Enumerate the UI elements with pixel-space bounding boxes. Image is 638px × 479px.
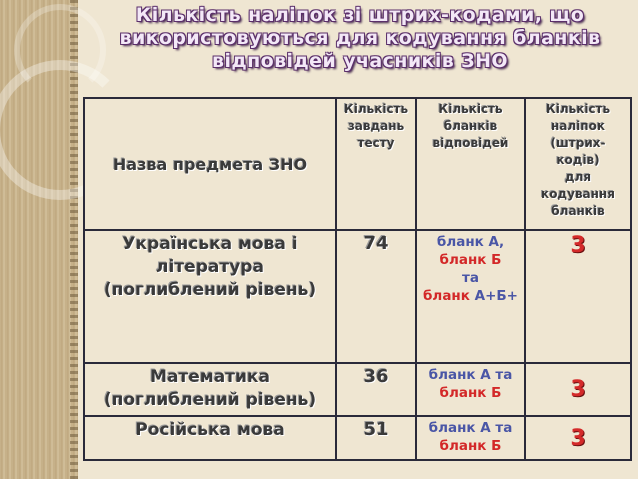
header-text-line: відповідей xyxy=(432,136,509,150)
header-text-line: завдань xyxy=(347,119,405,133)
barcode-stickers-table xyxy=(83,97,632,461)
title-line: використовуються для кодування бланків xyxy=(119,27,601,49)
tasks-count xyxy=(336,230,416,363)
header-text-line: Кількість xyxy=(343,102,409,116)
table-row xyxy=(84,416,631,460)
tasks-count xyxy=(336,363,416,416)
form-line xyxy=(420,287,521,305)
subject-line: Українська мова і xyxy=(122,234,298,254)
header-text-line: бланків xyxy=(551,204,605,218)
header-text-line: тесту xyxy=(357,136,395,150)
form-line: бланк Б xyxy=(439,385,502,401)
subject-line: Математика xyxy=(150,367,270,387)
tasks-count xyxy=(336,416,416,460)
header-stickers xyxy=(525,98,631,230)
stickers-cell xyxy=(525,363,631,416)
form-line: бланк А, xyxy=(436,234,505,250)
header-tasks xyxy=(336,98,416,230)
subject-line: (поглиблений рівень) xyxy=(103,390,317,410)
table-header-row xyxy=(84,98,631,230)
title-line: відповідей учасників ЗНО xyxy=(212,50,508,72)
subject-cell xyxy=(84,416,336,460)
title-line: Кількість наліпок зі штрих-кодами, що xyxy=(135,4,585,26)
forms-cell xyxy=(416,416,525,460)
stickers-cell xyxy=(525,416,631,460)
header-forms xyxy=(416,98,525,230)
stickers-cell xyxy=(525,230,631,363)
header-subject-label: Назва предмета ЗНО xyxy=(112,154,308,174)
form-line: бланк Б xyxy=(439,252,502,268)
forms-cell xyxy=(416,230,525,363)
header-text-line: Кількість xyxy=(545,102,611,116)
stickers-value: 3 xyxy=(570,377,586,402)
header-text-line: наліпок xyxy=(551,119,605,133)
form-line: бланк Б xyxy=(439,438,502,454)
form-line: бланк А та xyxy=(428,367,513,383)
table-row xyxy=(84,230,631,363)
form-word: А+Б+ xyxy=(474,288,518,304)
subject-line: (поглиблений рівень) xyxy=(103,280,317,300)
tasks-value: 74 xyxy=(363,233,389,254)
forms-cell xyxy=(416,363,525,416)
header-text-line: для xyxy=(564,170,592,184)
form-line: бланк А та xyxy=(428,420,513,436)
subject-cell xyxy=(84,363,336,416)
slide-title xyxy=(90,4,630,73)
header-text-line: кодування xyxy=(541,187,615,201)
table-row xyxy=(84,363,631,416)
subject-line: Російська мова xyxy=(135,420,285,440)
stickers-value: 3 xyxy=(570,233,586,258)
tasks-value: 36 xyxy=(363,366,389,387)
subject-line: література xyxy=(156,257,264,277)
header-text-line: (штрих- xyxy=(550,136,606,150)
subject-cell xyxy=(84,230,336,363)
header-text-line: бланків xyxy=(443,119,498,133)
header-subject xyxy=(84,98,336,230)
form-word: бланк xyxy=(423,288,470,304)
header-text-line: кодів) xyxy=(556,153,600,167)
form-line: та xyxy=(462,270,479,286)
tasks-value: 51 xyxy=(363,419,389,440)
stickers-value: 3 xyxy=(570,425,586,451)
header-text-line: Кількість xyxy=(438,102,503,116)
